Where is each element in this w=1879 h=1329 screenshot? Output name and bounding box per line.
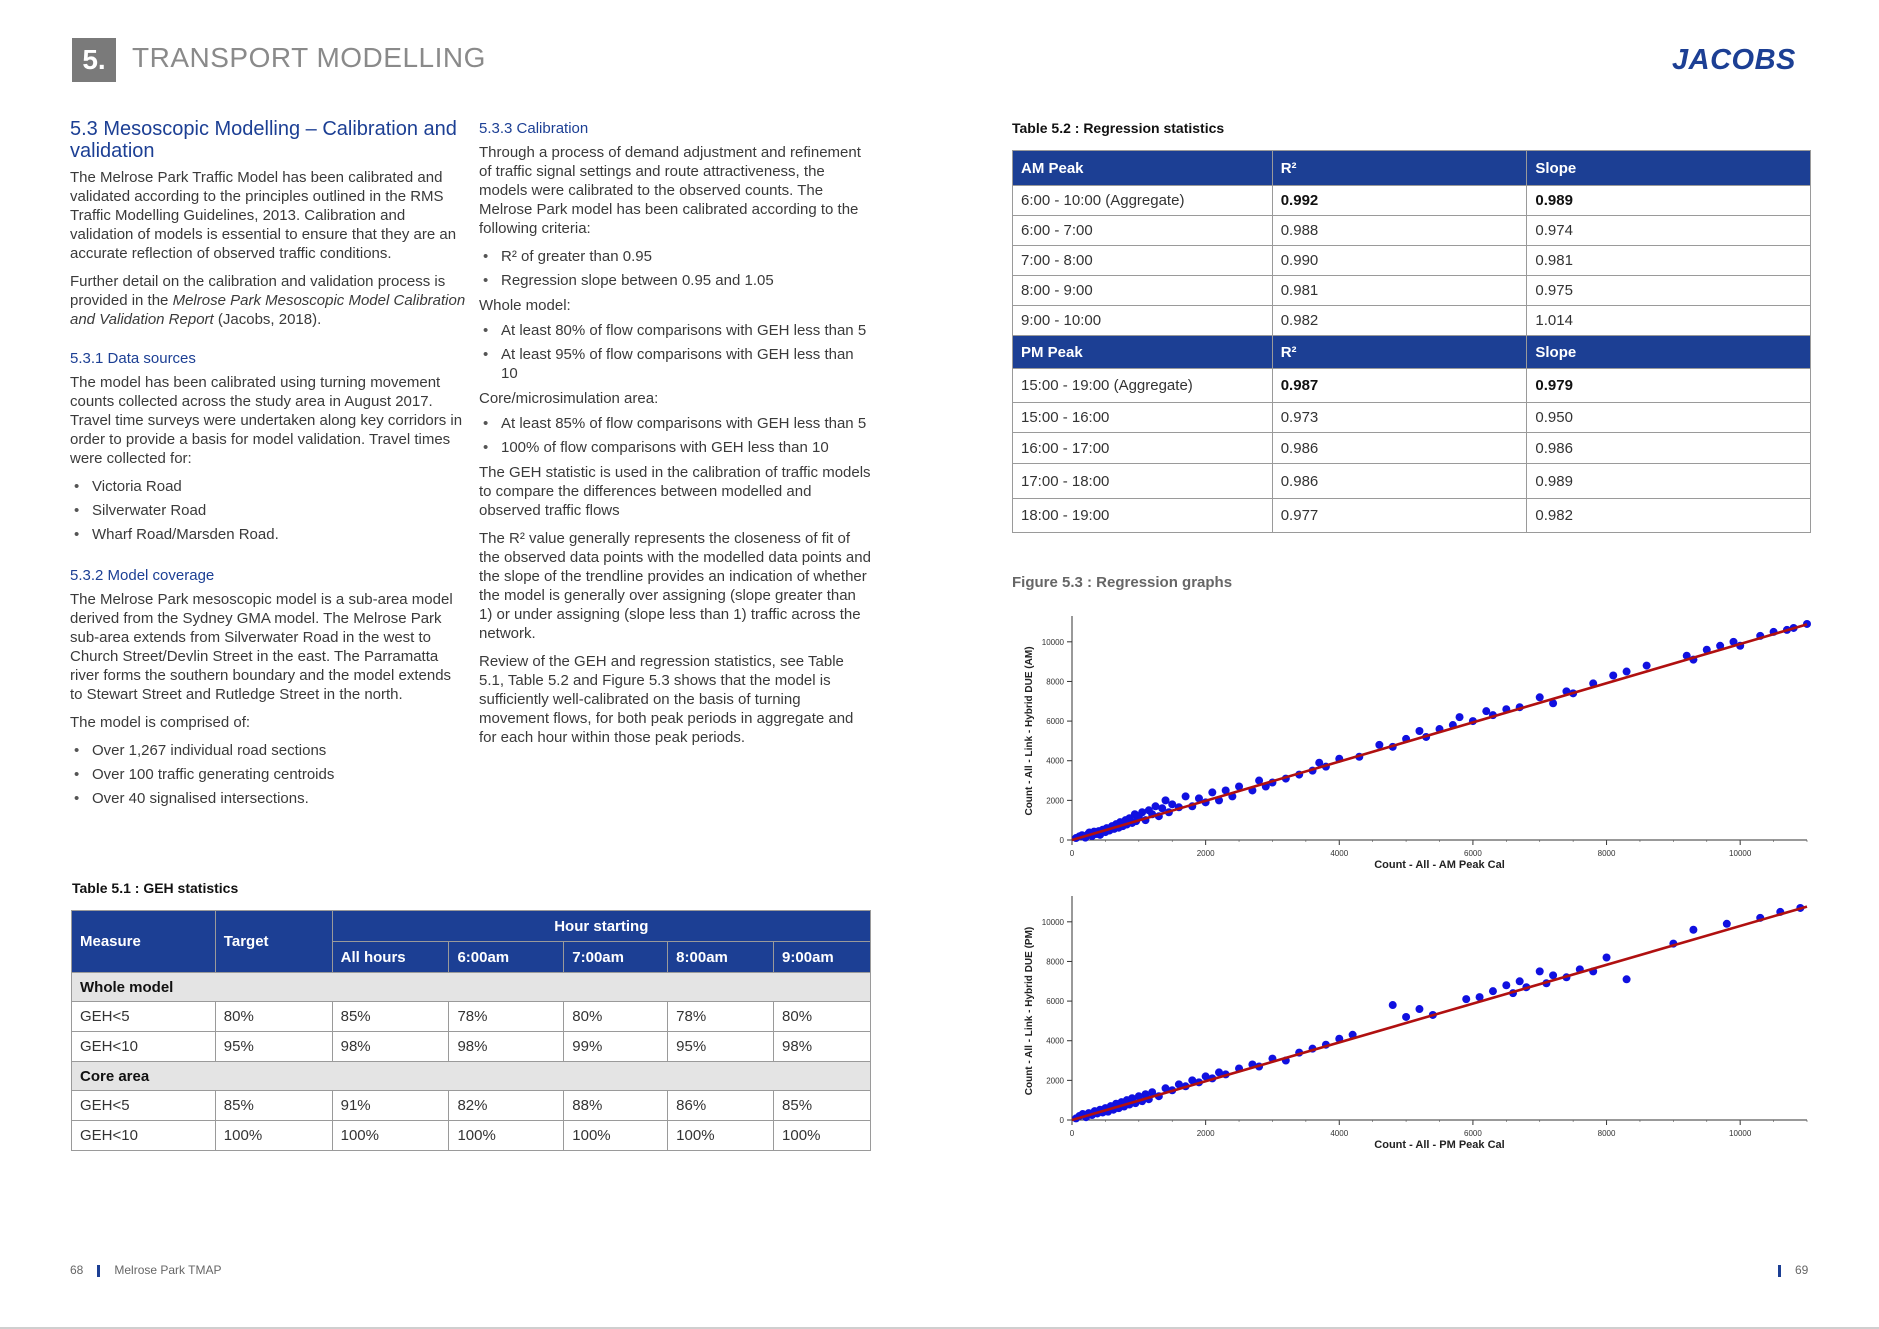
cell-value: 86% (668, 1091, 774, 1121)
cell-r2: 0.990 (1272, 246, 1527, 276)
cell-slope: 0.981 (1527, 246, 1811, 276)
paragraph-data-sources: The model has been calibrated using turning movement counts collected across the study area in August 2017. Travel time surveys were undertaken along key corridors in order to provide a basis for model validation. Travel times were collected for: (70, 374, 463, 467)
data-point (1536, 693, 1544, 701)
y-tick-label: 0 (1059, 836, 1064, 845)
y-tick-label: 8000 (1046, 677, 1064, 687)
cell-r2: 0.977 (1272, 499, 1527, 533)
text-span: Further detail on the calibration and validation process is provided in the (70, 273, 446, 309)
list-item: • At least 85% of flow comparisons with GEH less than 5 (479, 414, 871, 433)
x-tick-label: 10000 (1729, 1129, 1752, 1138)
document-name: Melrose Park TMAP (114, 1263, 222, 1277)
list-item: • Wharf Road/Marsden Road. (70, 525, 466, 544)
table-row (1013, 186, 1811, 216)
cell-slope: 0.975 (1527, 276, 1811, 306)
data-point (1502, 981, 1510, 989)
header-6am: 6:00am (449, 942, 564, 973)
trend-line (1072, 907, 1807, 1120)
cell-value: 85% (774, 1091, 871, 1121)
header-slope: Slope (1527, 336, 1811, 369)
y-tick-label: 10000 (1041, 637, 1064, 647)
cell-r2: 0.992 (1272, 186, 1527, 216)
header-slope: Slope (1527, 151, 1811, 186)
cell-value: 91% (332, 1091, 449, 1121)
heading-5-3-3: 5.3.3 Calibration (479, 120, 589, 137)
cell-target: 80% (215, 1002, 332, 1032)
regression-statistics-table (1012, 150, 1811, 533)
cell-period: 15:00 - 19:00 (Aggregate) (1013, 369, 1273, 403)
core-area-list (479, 414, 871, 457)
cell-period: 6:00 - 7:00 (1013, 216, 1273, 246)
cell-period: 7:00 - 8:00 (1013, 246, 1273, 276)
geh-statistics-table (71, 910, 871, 1151)
data-point (1643, 662, 1651, 670)
y-tick-label: 10000 (1041, 917, 1064, 927)
heading-5-3: 5.3 Mesoscopic Modelling – Calibration and validation (70, 118, 457, 162)
x-tick-label: 0 (1069, 849, 1075, 858)
list-item: • R² of greater than 0.95 (479, 247, 871, 266)
trend-line (1072, 624, 1807, 840)
y-tick-label: 6000 (1046, 997, 1064, 1007)
data-point (1536, 967, 1544, 975)
data-point (1609, 672, 1617, 680)
data-point (1623, 975, 1631, 983)
cell-slope: 0.989 (1527, 464, 1811, 499)
data-point (1456, 713, 1464, 721)
table-row (72, 1002, 871, 1032)
paragraph-review: Review of the GEH and regression statistics, see Table 5.1, Table 5.2 and Figure 5.3 shows that the model is sufficiently well-calibrated on the basis of turning movement flows, for both peak periods in aggregate and for each hour within those peak periods. (479, 653, 854, 746)
data-point (1208, 788, 1216, 796)
cell-value: 80% (774, 1002, 871, 1032)
x-axis-label: Count - All - PM Peak Cal (1374, 1139, 1505, 1151)
left-column (70, 118, 466, 814)
data-point (1162, 796, 1170, 804)
table-row (72, 1032, 871, 1062)
cell-value: 98% (774, 1032, 871, 1062)
header-all-hours: All hours (332, 942, 449, 973)
data-point (1723, 920, 1731, 928)
middle-column (479, 119, 871, 756)
paragraph-further-detail (70, 272, 466, 329)
cell-value: 100% (449, 1121, 564, 1151)
footer-divider (1778, 1265, 1781, 1277)
am-regression-chart (1012, 600, 1812, 880)
report-title: Melrose Park Mesoscopic Model Calibration and Validation Report (70, 292, 466, 328)
cell-value: 98% (332, 1032, 449, 1062)
y-tick-label: 2000 (1046, 796, 1064, 806)
header-hour-starting: Hour starting (332, 911, 870, 942)
heading-5-3-2: 5.3.2 Model coverage (70, 567, 215, 584)
data-point (1158, 804, 1166, 812)
list-item: • 100% of flow comparisons with GEH less than 10 (479, 438, 871, 457)
table-row (1013, 433, 1811, 464)
data-point (1182, 792, 1190, 800)
paragraph-intro: The Melrose Park Traffic Model has been calibrated and validated according to the principles outlined in the RMS Traffic Modelling Guidelines, 2013. Calibration and validation of models is essential to ensure that they are an accurate reflection of observed traffic conditions. (70, 169, 457, 262)
cell-period: 8:00 - 9:00 (1013, 276, 1273, 306)
y-tick-label: 4000 (1046, 1036, 1064, 1046)
table-row (1013, 464, 1811, 499)
cell-r2: 0.982 (1272, 306, 1527, 336)
cell-value: 80% (564, 1002, 668, 1032)
header-pm-peak: PM Peak (1013, 336, 1273, 369)
data-point (1415, 727, 1423, 735)
footer-right (1778, 1263, 1808, 1277)
cell-value: 100% (564, 1121, 668, 1151)
paragraph-geh: The GEH statistic is used in the calibration of traffic models to compare the differences between modelled and observed traffic flows (479, 464, 871, 519)
cell-value: 100% (668, 1121, 774, 1151)
header-8am: 8:00am (668, 942, 774, 973)
cell-r2: 0.981 (1272, 276, 1527, 306)
cell-period: 15:00 - 16:00 (1013, 403, 1273, 433)
cell-value: 85% (332, 1002, 449, 1032)
x-tick-label: 4000 (1330, 1129, 1349, 1138)
x-axis-label: Count - All - AM Peak Cal (1374, 859, 1505, 871)
data-point (1489, 987, 1497, 995)
x-tick-label: 0 (1069, 1129, 1075, 1138)
x-tick-label: 8000 (1597, 1129, 1616, 1138)
y-tick-label: 6000 (1046, 717, 1064, 727)
y-axis-label: Count - All - Link - Hybrid DUE (AM) (1024, 646, 1035, 816)
data-point (1415, 1005, 1423, 1013)
table-row (1013, 216, 1811, 246)
whole-model-list (479, 321, 871, 383)
x-tick-label: 2000 (1196, 1129, 1215, 1138)
table-5-1-caption: Table 5.1 : GEH statistics (72, 880, 239, 896)
table-row (1013, 499, 1811, 533)
cell-period: 18:00 - 19:00 (1013, 499, 1273, 533)
section-number: 5. (72, 38, 116, 82)
heading-5-3-1: 5.3.1 Data sources (70, 350, 196, 367)
list-item: • Over 1,267 individual road sections (70, 741, 466, 760)
data-point (1462, 995, 1470, 1003)
section-title: TRANSPORT MODELLING (132, 42, 486, 73)
header-r2: R² (1272, 336, 1527, 369)
list-item: • Over 40 signalised intersections. (70, 789, 466, 808)
table-5-2-caption: Table 5.2 : Regression statistics (1012, 120, 1225, 136)
header-r2: R² (1272, 151, 1527, 186)
cell-measure: GEH<5 (72, 1091, 216, 1121)
cell-value: 78% (449, 1002, 564, 1032)
list-item: • Regression slope between 0.95 and 1.05 (479, 271, 871, 290)
x-tick-label: 6000 (1464, 849, 1482, 858)
pm-regression-chart (1012, 880, 1812, 1160)
x-tick-label: 6000 (1464, 1129, 1482, 1138)
data-point (1402, 1013, 1410, 1021)
cell-value: 99% (564, 1032, 668, 1062)
y-axis-label: Count - All - Link - Hybrid DUE (PM) (1024, 926, 1035, 1096)
list-item: • Over 100 traffic generating centroids (70, 765, 466, 784)
cell-measure: GEH<5 (72, 1002, 216, 1032)
cell-value: 95% (668, 1032, 774, 1062)
cell-value: 98% (449, 1032, 564, 1062)
data-point (1623, 668, 1631, 676)
cell-slope: 0.982 (1527, 499, 1811, 533)
x-tick-label: 2000 (1196, 849, 1215, 858)
paragraph-model-coverage: The Melrose Park mesoscopic model is a sub-area model derived from the Sydney GMA model. The Melrose Park sub-area extends from Silverwater Road in the west to Church Street/Devlin Street in the east. The Parramatta river forms the southern boundary and the model extends to Stewart Street and Rutledge Street in the north. (70, 591, 453, 703)
data-point (1689, 926, 1697, 934)
label-whole-model: Whole model: (479, 297, 571, 314)
x-tick-label: 4000 (1330, 849, 1349, 858)
group-core-area: Core area (72, 1062, 871, 1091)
cell-r2: 0.973 (1272, 403, 1527, 433)
paragraph-comprised: The model is comprised of: (70, 714, 251, 731)
cell-period: 17:00 - 18:00 (1013, 464, 1273, 499)
list-item: • Silverwater Road (70, 501, 466, 520)
cell-target: 100% (215, 1121, 332, 1151)
cell-value: 100% (332, 1121, 449, 1151)
footer-divider (97, 1265, 100, 1277)
data-point (1389, 1001, 1397, 1009)
x-tick-label: 8000 (1597, 849, 1616, 858)
cell-value: 88% (564, 1091, 668, 1121)
cell-value: 100% (774, 1121, 871, 1151)
criteria-list (479, 247, 871, 290)
page-number-right: 69 (1795, 1263, 1809, 1277)
table-row (1013, 276, 1811, 306)
cell-r2: 0.988 (1272, 216, 1527, 246)
cell-value: 82% (449, 1091, 564, 1121)
cell-target: 95% (215, 1032, 332, 1062)
table-row (1013, 246, 1811, 276)
data-point (1603, 953, 1611, 961)
label-core-area: Core/microsimulation area: (479, 390, 659, 407)
group-whole-model: Whole model (72, 973, 871, 1002)
cell-slope: 0.989 (1527, 186, 1811, 216)
travel-time-list (70, 477, 466, 544)
table-row (72, 1091, 871, 1121)
header-9am: 9:00am (774, 942, 871, 973)
table-row (1013, 403, 1811, 433)
header-target: Target (215, 911, 332, 973)
y-tick-label: 8000 (1046, 957, 1064, 967)
cell-slope: 0.986 (1527, 433, 1811, 464)
cell-slope: 0.974 (1527, 216, 1811, 246)
y-tick-label: 0 (1059, 1116, 1064, 1125)
cell-r2: 0.986 (1272, 464, 1527, 499)
cell-slope: 1.014 (1527, 306, 1811, 336)
table-row (1013, 369, 1811, 403)
header-am-peak: AM Peak (1013, 151, 1273, 186)
y-tick-label: 2000 (1046, 1076, 1064, 1086)
y-tick-label: 4000 (1046, 756, 1064, 766)
page-number-left: 68 (70, 1263, 84, 1277)
model-components-list (70, 741, 466, 808)
footer-left (70, 1263, 222, 1277)
list-item: • At least 95% of flow comparisons with GEH less than 10 (479, 345, 871, 383)
cell-slope: 0.950 (1527, 403, 1811, 433)
cell-measure: GEH<10 (72, 1121, 216, 1151)
list-item: • At least 80% of flow comparisons with GEH less than 5 (479, 321, 871, 340)
cell-slope: 0.979 (1527, 369, 1811, 403)
header-7am: 7:00am (564, 942, 668, 973)
table-row (1013, 306, 1811, 336)
jacobs-logo: JACOBS (1672, 44, 1796, 76)
data-point (1516, 977, 1524, 985)
cell-period: 6:00 - 10:00 (Aggregate) (1013, 186, 1273, 216)
data-point (1482, 707, 1490, 715)
x-tick-label: 10000 (1729, 849, 1752, 858)
table-row (72, 1121, 871, 1151)
cell-measure: GEH<10 (72, 1032, 216, 1062)
cell-value: 78% (668, 1002, 774, 1032)
header-measure: Measure (72, 911, 216, 973)
paragraph-calibration: Through a process of demand adjustment and refinement of traffic signal settings and route attractiveness, the models were calibrated to the observed counts. The Melrose Park model has been calibrated according to the following criteria: (479, 144, 861, 237)
list-item: • Victoria Road (70, 477, 466, 496)
text-span: (Jacobs, 2018). (213, 311, 322, 328)
cell-period: 9:00 - 10:00 (1013, 306, 1273, 336)
cell-period: 16:00 - 17:00 (1013, 433, 1273, 464)
cell-r2: 0.987 (1272, 369, 1527, 403)
cell-r2: 0.986 (1272, 433, 1527, 464)
data-point (1549, 971, 1557, 979)
cell-target: 85% (215, 1091, 332, 1121)
paragraph-r2: The R² value generally represents the closeness of fit of the observed data points with the modelled data points and the slope of the trendline provides an indication of whether the model is generally over assigning (slope greater than 1) or under assigning (slope less than 1) traffic across the network. (479, 530, 871, 642)
figure-5-3-caption: Figure 5.3 : Regression graphs (1012, 574, 1233, 591)
